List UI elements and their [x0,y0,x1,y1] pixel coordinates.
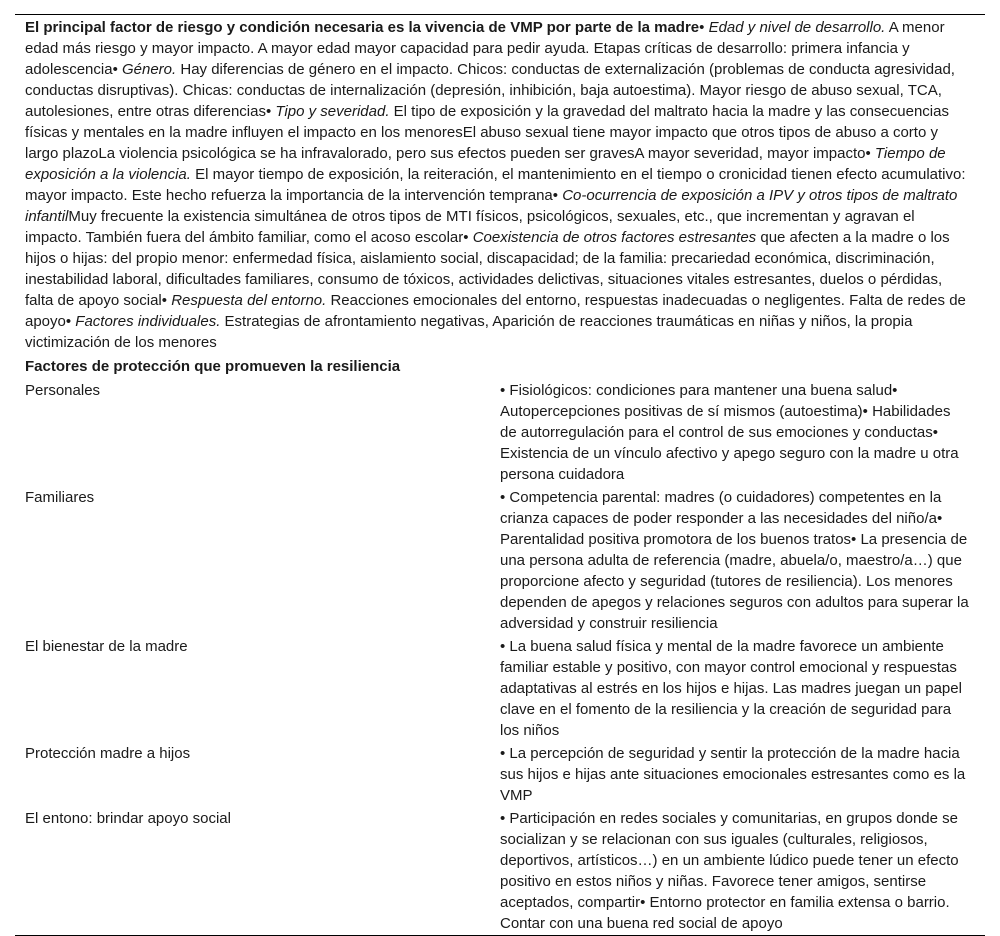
risk-item-text: Reacciones emocionales del entorno, respuestas inadecuadas o negligentes. Falta de redes de apoyo [25,292,966,330]
risk-item-text: Estrategias de afrontamiento negativas, Aparición de reacciones traumáticas en niñas y niños, la propia victimización de los menores [25,313,913,351]
protection-row-text: • Fisiológicos: condiciones para mantener una buena salud• Autopercepciones positivas de sí mismos (autoestima)• Habilidades de autorregulación para el control de sus emociones y conductas• Existencia de un vínculo afectivo y apego seguro con la madre u otra persona cuidadora [500,382,959,483]
protection-heading-row [15,354,985,379]
risk-item-title: Respuesta del entorno. [171,292,327,309]
protection-row [15,742,985,807]
risk-item-title: Edad y nivel de desarrollo. [708,19,886,36]
risk-item-title: Tiempo de exposición a la violencia. [25,145,946,183]
document-table-wrapper [15,14,985,936]
protection-row-text: • La percepción de seguridad y sentir la protección de la madre hacia sus hijos e hijas ante situaciones emocionales estresantes como es la VMP [500,745,966,804]
protection-row-label: Familiares [25,489,95,506]
protection-row-label: El bienestar de la madre [25,638,188,655]
risk-item-text: Hay diferencias de género en el impacto. Chicos: conductas de externalización (problemas de conducta agresividad, conductas disruptivas). Chicas: conductas de internalización (depresión, inhibición, baja autoestima). Mayor riesgo de abuso sexual, TCA, autolesiones, entre otras diferencias [25,61,955,120]
risk-item-text: A menor edad más riesgo y mayor impacto. A mayor edad mayor capacidad para pedir ayuda. Etapas críticas de desarrollo: primera infancia y adolescencia [25,19,945,78]
protection-heading-cell [15,354,985,379]
risk-item-text: Muy frecuente la existencia simultánea de otros tipos de MTI físicos, psicológicos, sexuales, etc., que incrementan y agravan el impacto. También fuera del ámbito familiar, como el acoso escolar [25,208,915,246]
protection-row [15,635,985,742]
risk-item-title: Coexistencia de otros factores estresantes [472,229,757,246]
risk-item-text: que afecten a la madre o los hijos o hijas: del propio menor: enfermedad física, aislamiento social, discapacidad; de la familia: precariedad económica, discriminación, inestabilidad laboral, dificultades familiares, consumo de tóxicos, actividades delictivas, situaciones vitales estresantes, duelos o pérdidas, falta de apoyo social [25,229,950,309]
risk-heading: El principal factor de riesgo y condición necesaria es la vivencia de VMP por parte de la madre [25,19,700,36]
protection-heading: Factores de protección que promueven la resiliencia [25,358,401,375]
protection-row-label: El entono: brindar apoyo social [25,810,231,827]
risk-item-title: Factores individuales. [75,313,221,330]
protection-row [15,486,985,635]
risk-item-text: El mayor tiempo de exposición, la reiteración, el mantenimiento en el tiempo o cronicidad tienen efecto acumulativo: mayor impacto. Este hecho refuerza la importancia de la intervención temprana [25,166,966,204]
risk-item-title: Género. [121,61,177,78]
protection-row [15,807,985,936]
risk-item-title: Tipo y severidad. [275,103,390,120]
risk-item-text: El tipo de exposición y la gravedad del maltrato hacia la madre y las consecuencias físicas y mentales en la madre influyen el impacto en los menoresEl abuso sexual tiene mayor impacto que otros tipos de abuso a corto y largo plazoLa violencia psicológica se ha infravalorado, pero sus efectos pueden ser gravesA mayor severidad, mayor impacto [25,103,949,162]
protection-row-text: • Participación en redes sociales y comunitarias, en grupos donde se socializan y se relacionan con sus iguales (culturales, religiosos, deportivos, artísticos…) en un ambiente lúdico puede tener un efecto positivo en estos niños y niñas. Favorece tener amigos, sentirse aceptados, compartir• Entorno protector en familia extensa o barrio. Contar con una buena red social de apoyo [500,810,959,932]
protection-row-label: Protección madre a hijos [25,745,191,762]
protection-row-label: Personales [25,382,101,399]
protection-row [15,379,985,486]
protection-row-text: • Competencia parental: madres (o cuidadores) competentes en la crianza capaces de poder responder a las necesidades del niño/a• Parentalidad positiva promotora de los buenos tratos• La presencia de una persona adulta de referencia (madre, abuela/o, maestro/a…) que proporcione afecto y seguridad (tutores de resiliencia). Los menores dependen de apegos y relaciones seguros con adultos para superar la adversidad y construir resiliencia [500,489,969,632]
risk-factors-row [15,15,985,355]
risk-protection-table [15,14,985,936]
protection-row-text: • La buena salud física y mental de la madre favorece un ambiente familiar estable y positivo, con mayor control emocional y respuestas adaptativas al estrés en los hijos e hijas. Las madres juegan un papel clave en el fomento de la resiliencia y la creación de seguridad para los niños [500,638,962,739]
risk-factors-cell: El principal factor de riesgo y condición necesaria es la vivencia de VMP por parte de la madre• Edad y nivel de desarrollo. A menor edad más riesgo y mayor impacto. A mayor edad mayor capacidad para pedir ayuda. Etapas críticas de desarrollo: primera infancia y adolescencia• Género. Hay diferencias de género en el impacto. Chicos: conductas de externalización (problemas de conducta agresividad, conductas disruptivas). Chicas: conductas de internalización (depresión, inhibición, baja autoestima). Mayor riesgo de abuso sexual, TCA, autolesiones, entre otras diferencias• Tipo y severidad. El tipo de exposición y la gravedad del maltrato hacia la madre y las consecuencias físicas y mentales en la madre influyen el impacto en los menoresEl abuso sexual tiene mayor impacto que otros tipos de abuso a corto y largo plazoLa violencia psicológica se ha infravalorado, pero sus efectos pueden ser gravesA mayor severidad, mayor impacto• Tiempo de exposición a la violencia. El mayor tiempo de exposición, la reiteración, el mantenimiento en el tiempo o cronicidad tienen efecto acumulativo: mayor impacto. Este hecho refuerza la importancia de la intervención temprana• Co-ocurrencia de exposición a IPV y otros tipos de maltrato infantilMuy frecuente la existencia simultánea de otros tipos de MTI físicos, psicológicos, sexuales, etc., que incrementan y agravan el impacto. También fuera del ámbito familiar, como el acoso escolar• Coexistencia de otros factores estresantes que afecten a la madre o los hijos o hijas: del propio menor: enfermedad física, aislamiento social, discapacidad; de la familia: precariedad económica, discriminación, inestabilidad laboral, dificultades familiares, consumo de tóxicos, actividades delictivas, situaciones vitales estresantes, duelos o pérdidas, falta de apoyo social• Respuesta del entorno. Reacciones emocionales del entorno, respuestas inadecuadas o negligentes. Falta de redes de apoyo• Factores individuales. Estrategias de afrontamiento negativas, Aparición de reacciones traumáticas en niñas y niños, la propia victimización de los menores [25,19,966,351]
risk-item-title: Co-ocurrencia de exposición a IPV y otros tipos de maltrato infantil [25,187,958,225]
